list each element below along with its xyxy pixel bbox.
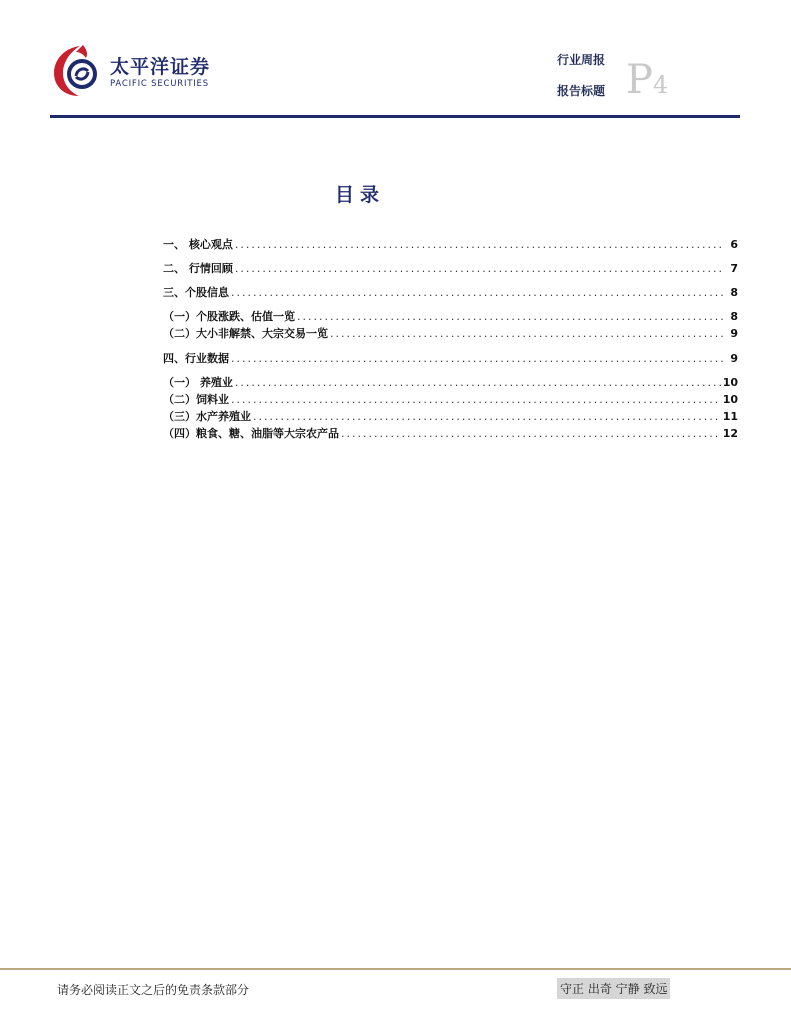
toc-leader-dots <box>231 393 721 406</box>
footer-rule <box>0 968 791 970</box>
toc-entry[interactable] <box>163 325 738 341</box>
logo-name-en: PACIFIC SECURITIES <box>110 79 209 89</box>
toc-entry-page: 10 <box>722 376 738 389</box>
logo-name-cn: 太平洋证券 <box>110 56 211 78</box>
report-title: 报告标题 <box>557 84 606 98</box>
toc-entry-label: （一）个股涨跌、估值一览 <box>163 310 295 323</box>
toc-entry-page: 8 <box>730 286 738 299</box>
toc-entry[interactable] <box>163 350 738 366</box>
toc-leader-dots <box>297 310 724 323</box>
toc-leader-dots <box>235 376 721 389</box>
toc-entry-label: （二）大小非解禁、大宗交易一览 <box>163 327 328 340</box>
toc-entry[interactable] <box>163 260 738 276</box>
toc-entry-page: 9 <box>730 327 738 340</box>
toc-leader-dots <box>231 352 724 365</box>
toc-entry[interactable] <box>163 408 738 424</box>
toc-entry-page: 6 <box>730 238 738 251</box>
company-logo <box>50 42 220 100</box>
toc-entry-page: 9 <box>730 352 738 365</box>
toc-entry-page: 8 <box>730 310 738 323</box>
toc-leader-dots <box>231 286 724 299</box>
toc-leader-dots <box>341 427 721 440</box>
toc-entry-label: （一） 养殖业 <box>163 376 233 389</box>
toc-entry-label: 一、 核心观点 <box>163 238 233 251</box>
toc-entry-page: 11 <box>722 410 738 423</box>
toc-entry-label: （四）粮食、糖、油脂等大宗农产品 <box>163 427 339 440</box>
toc-entry-page: 12 <box>722 427 738 440</box>
toc-title: 目录 <box>334 184 385 206</box>
page-digit: 4 <box>652 71 669 99</box>
page-letter: P <box>626 57 653 103</box>
toc-entry-label: （三）水产养殖业 <box>163 410 251 423</box>
page-number <box>626 57 669 103</box>
toc-entry[interactable] <box>163 284 738 300</box>
toc-entry-label: 三、个股信息 <box>163 286 229 299</box>
report-type: 行业周报 <box>557 53 606 67</box>
toc-entry[interactable] <box>163 308 738 324</box>
header-rule <box>50 115 740 118</box>
toc-entry-page: 10 <box>722 393 738 406</box>
pacific-securities-logo-icon <box>50 42 106 98</box>
toc-entry[interactable] <box>163 236 738 252</box>
toc-leader-dots <box>235 262 724 275</box>
toc-entry-label: 四、行业数据 <box>163 352 229 365</box>
toc-entry-label: （二）饲料业 <box>163 393 229 406</box>
toc-entry[interactable] <box>163 391 738 407</box>
toc-leader-dots <box>253 410 721 423</box>
toc-entry-label: 二、 行情回顾 <box>163 262 233 275</box>
toc-entry[interactable] <box>163 374 738 390</box>
toc-entry-page: 7 <box>730 262 738 275</box>
footer-disclaimer: 请务必阅读正文之后的免责条款部分 <box>57 983 250 997</box>
toc-leader-dots <box>235 238 724 251</box>
toc-leader-dots <box>330 327 724 340</box>
toc-entry[interactable] <box>163 425 738 441</box>
footer-slogan: 守正 出奇 宁静 致远 <box>557 978 670 999</box>
